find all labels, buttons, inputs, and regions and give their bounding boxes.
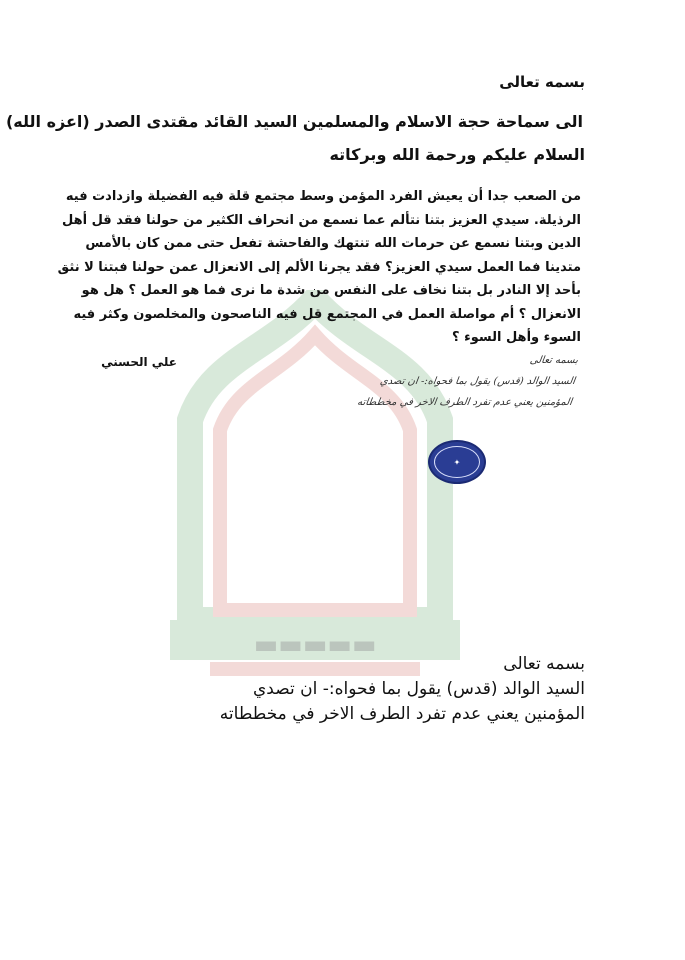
letter-body-line: الدين وبتنا نسمع عن حرمات الله تنتهك والفاحشة تفعل حتى ممن كان بالأمس: [85, 236, 581, 251]
transcription-line: المؤمنين يعني عدم تفرد الطرف الاخر في مخططاته: [219, 704, 585, 724]
letter-body-line: من الصعب جدا أن يعيش الفرد المؤمن وسط مجتمع قلة فيه الفضيلة وازدادت فيه: [65, 189, 581, 204]
letter-body: [57, 185, 581, 350]
handwritten-reply: [271, 350, 580, 413]
handwritten-line: بسمه تعالى: [529, 355, 579, 366]
letter-addressee: الى سماحة حجة الاسلام والمسلمين السيد القائد مقتدى الصدر (اعزه الله): [5, 112, 583, 131]
letter-body-line: بأحد إلا النادر بل بتنا نخاف على النفس من شدة ما نرى فما هو العمل ؟ هل هو: [81, 283, 581, 298]
watermark-caption: ▬▬▬▬▬: [253, 630, 377, 660]
letter-body-line: الرذيلة. سيدي العزيز بتنا نتألم عما نسمع من انحراف الكثير من حولنا فقد قل أهل: [61, 212, 581, 228]
official-seal-icon: [428, 440, 486, 484]
letter-body-line: متدينا فما العمل سيدي العزيز؟ فقد يجرنا الألم إلى الانعزال عمن حولنا فبتنا لا نثق: [57, 259, 581, 275]
letter-body-line: السوء وأهل السوء ؟: [452, 330, 581, 345]
transcription-line: بسمه تعالى: [503, 654, 585, 674]
letter-greeting: بسمه تعالى: [499, 73, 585, 91]
handwritten-line: المؤمنين يعني عدم تفرد الطرف الاخر في مخططاته: [356, 397, 573, 408]
seal-inner-ring: ✦: [434, 446, 480, 478]
handwritten-line: السيد الوالد (قدس) يقول بما فحواه:- ان تصدي: [379, 376, 576, 387]
letter-salutation: السلام عليكم ورحمة الله وبركاته: [329, 145, 585, 164]
letter-signer: علي الحسني: [101, 355, 177, 369]
transcription-line: السيد الوالد (قدس) يقول بما فحواه:- ان تصدي: [252, 679, 585, 699]
letter-body-line: الانعزال ؟ أم مواصلة العمل في المجتمع قل فيه الناصحون والمخلصون وكثر فيه: [73, 306, 581, 322]
reply-transcription: [145, 652, 585, 727]
